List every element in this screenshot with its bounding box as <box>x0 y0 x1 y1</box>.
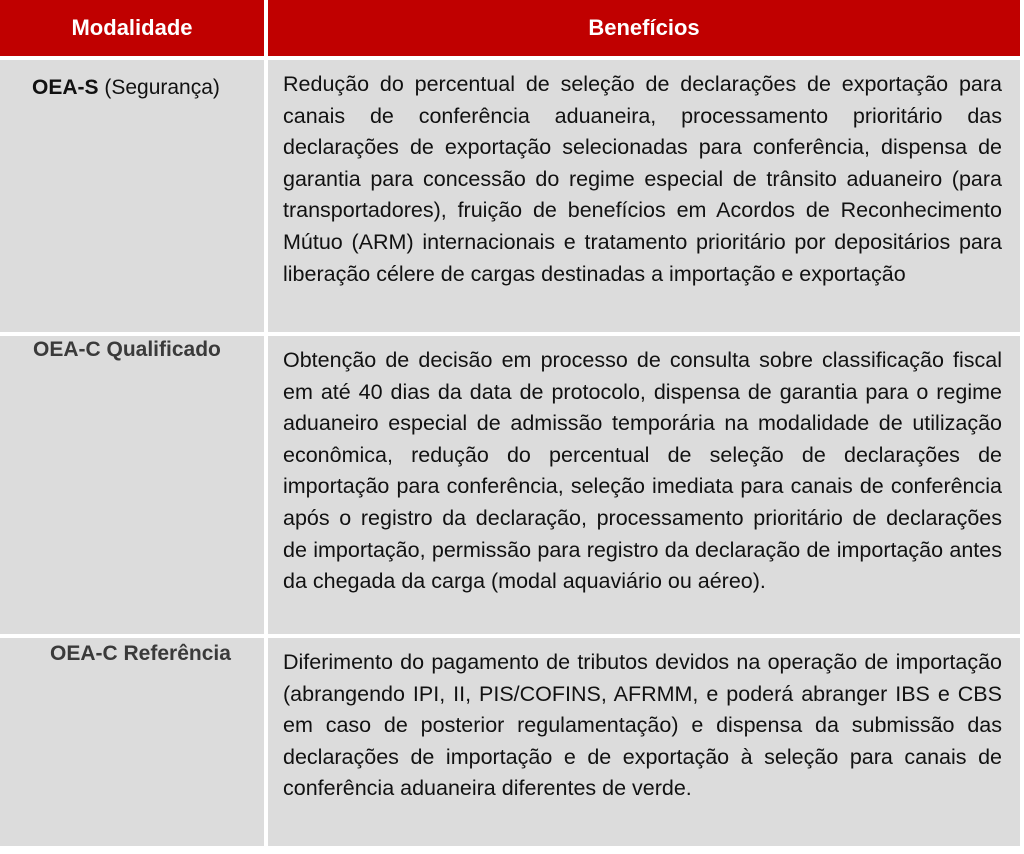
row-2-mod-name: OEA-C Qualificado <box>33 338 221 361</box>
row-3-modalidade <box>0 638 264 846</box>
row-3-mod-name: OEA-C Referência <box>50 642 231 665</box>
row-1-mod-detail: (Segurança) <box>98 76 220 99</box>
row-1-mod-name: OEA-S <box>32 76 99 99</box>
header-beneficios: Benefícios <box>268 0 1020 56</box>
row-3-beneficios: Diferimento do pagamento de tributos devidos na operação de importação (abrangendo IPI, II, PIS/COFINS, AFRMM, e poderá abranger IBS e CBS em caso de posterior regulamentação) e dispensa da submissão das declarações de importação e de exportação à seleção para canais de conferência aduaneira diferentes de verde. <box>268 638 1020 846</box>
header-modalidade: Modalidade <box>0 0 264 56</box>
row-2-beneficios: Obtenção de decisão em processo de consulta sobre classificação fiscal em até 40 dias da data de protocolo, dispensa de garantia para o regime aduaneiro especial de admissão temporária na modalidade de utilização econômica, redução do percentual de seleção de declarações de importação para conferência, seleção imediata para canais de conferência após o registro da declaração, processamento prioritário de declarações de importação, permissão para registro da declaração de importação antes da chegada da carga (modal aquaviário ou aéreo). <box>268 336 1020 634</box>
row-2-modalidade <box>0 336 264 634</box>
row-1-modalidade <box>0 60 264 332</box>
row-1-beneficios: Redução do percentual de seleção de declarações de exportação para canais de conferência aduaneira, processamento prioritário das declarações de exportação selecionadas para conferência, dispensa de garantia para concessão do regime especial de trânsito aduaneiro (para transportadores), fruição de benefícios em Acordos de Reconhecimento Mútuo (ARM) internacionais e tratamento prioritário por depositários para liberação célere de cargas destinadas a importação e exportação <box>268 60 1020 332</box>
